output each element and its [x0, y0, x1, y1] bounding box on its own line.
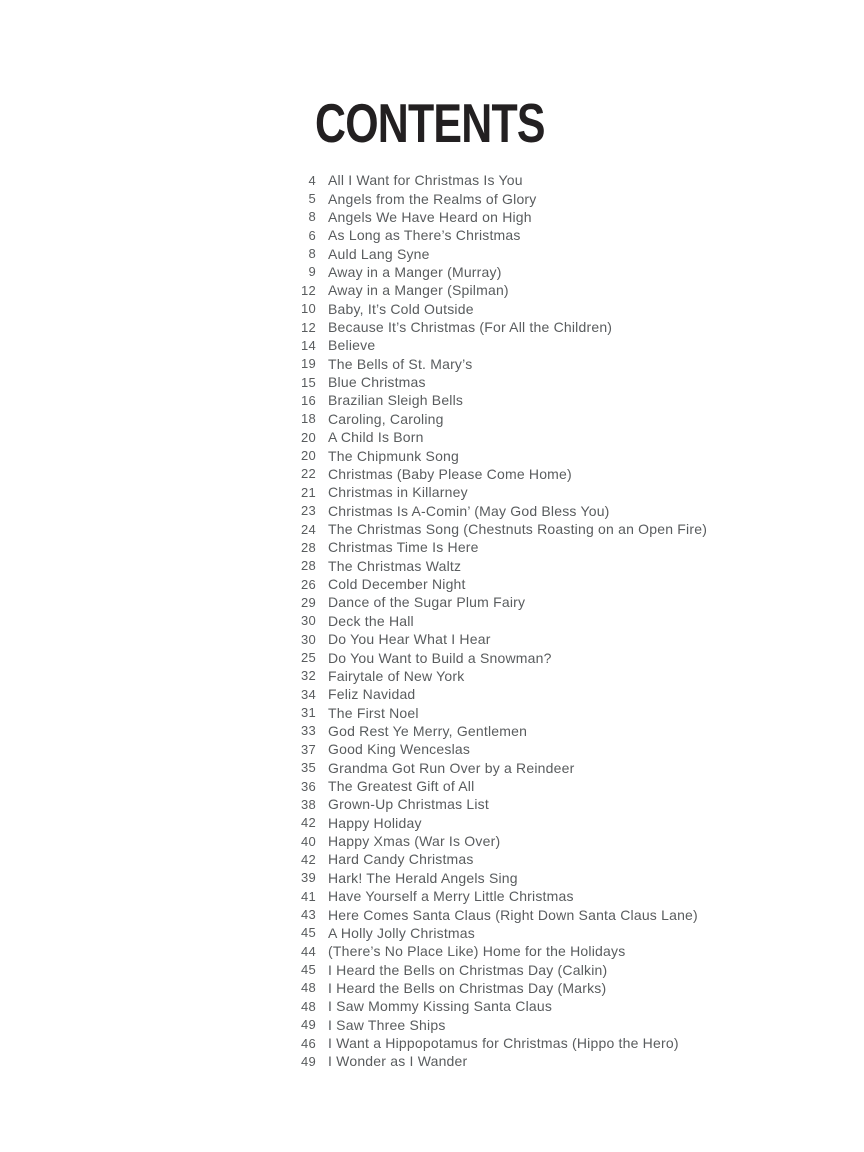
toc-entry-title: Cold December Night	[328, 576, 466, 593]
toc-entry	[0, 538, 707, 556]
toc-entry-page-number: 30	[300, 613, 316, 629]
toc-entry	[0, 942, 707, 960]
toc-entry-title: A Child Is Born	[328, 429, 424, 446]
toc-entry-page-number: 6	[308, 227, 316, 243]
toc-entry-title: Do You Hear What I Hear	[328, 631, 491, 648]
toc-entry-title: Christmas in Killarney	[328, 484, 468, 501]
toc-entry	[0, 373, 707, 391]
toc-entry	[0, 1034, 707, 1052]
toc-entry-page-number: 12	[300, 282, 316, 298]
toc-entry	[0, 208, 707, 226]
toc-entry	[0, 924, 707, 942]
toc-entry	[0, 263, 707, 281]
toc-entry-title: Fairytale of New York	[328, 667, 465, 684]
toc-entry-title: I Want a Hippopotamus for Christmas (Hippo the Hero)	[328, 1035, 679, 1052]
toc-entry-page-number: 21	[300, 484, 316, 500]
toc-entry	[0, 318, 707, 336]
toc-entry-page-number: 25	[300, 650, 316, 666]
toc-entry-title: As Long as There’s Christmas	[328, 227, 521, 244]
toc-entry-title: Auld Lang Syne	[328, 245, 430, 262]
toc-entry-page-number: 14	[300, 337, 316, 353]
toc-entry	[0, 759, 707, 777]
toc-entry-page-number: 45	[300, 962, 316, 978]
toc-entry-title: Feliz Navidad	[328, 686, 416, 703]
toc-entry	[0, 685, 707, 703]
toc-entry-title: The Bells of St. Mary’s	[328, 355, 473, 372]
toc-entry	[0, 960, 707, 978]
page-title: CONTENTS	[315, 92, 545, 154]
toc-entry-page-number: 10	[300, 301, 316, 317]
toc-entry-title: Caroling, Caroling	[328, 410, 444, 427]
toc-entry-title: A Holly Jolly Christmas	[328, 924, 475, 941]
toc-entry-page-number: 20	[300, 448, 316, 464]
toc-entry-page-number: 33	[300, 723, 316, 739]
toc-entry-title: The Christmas Song (Chestnuts Roasting on an Open Fire)	[328, 521, 708, 537]
toc-entry	[0, 336, 707, 354]
toc-entry-title: Away in a Manger (Spilman)	[328, 282, 509, 299]
toc-entry	[0, 446, 707, 464]
toc-entry-title: Hard Candy Christmas	[328, 851, 474, 868]
toc-entry-title: I Heard the Bells on Christmas Day (Marks)	[328, 979, 607, 996]
toc-entry-title: Christmas Is A-Comin’ (May God Bless You)	[328, 502, 610, 519]
toc-entry-page-number: 42	[300, 815, 316, 831]
toc-entry-page-number: 44	[300, 943, 316, 959]
toc-entry	[0, 226, 707, 244]
toc-entry-page-number: 37	[300, 741, 316, 757]
toc-entry-page-number: 23	[300, 503, 316, 519]
toc-entry-title: Happy Xmas (War Is Over)	[328, 833, 501, 850]
toc-entry-title: I Saw Mommy Kissing Santa Claus	[328, 998, 553, 1015]
toc-entry	[0, 740, 707, 758]
toc-entry-page-number: 46	[300, 1035, 316, 1051]
toc-entry	[0, 869, 707, 887]
toc-entry-page-number: 38	[300, 796, 316, 812]
toc-entry-page-number: 48	[300, 980, 316, 996]
toc-entry	[0, 814, 707, 832]
toc-entry	[0, 795, 707, 813]
toc-entry-page-number: 28	[300, 539, 316, 555]
toc-entry	[0, 850, 707, 868]
toc-entry-page-number: 29	[300, 594, 316, 610]
toc-entry	[0, 189, 707, 207]
toc-entry	[0, 832, 707, 850]
toc-entry	[0, 593, 707, 611]
toc-entry-page-number: 45	[300, 925, 316, 941]
toc-entry-title: Christmas (Baby Please Come Home)	[328, 465, 572, 482]
toc-entry-page-number: 35	[300, 760, 316, 776]
toc-entry-title: Grown-Up Christmas List	[328, 796, 489, 813]
toc-entry-page-number: 34	[300, 686, 316, 702]
toc-entry-page-number: 16	[300, 392, 316, 408]
toc-entry-title: All I Want for Christmas Is You	[328, 172, 523, 189]
toc-entry	[0, 520, 707, 538]
toc-entry	[0, 667, 707, 685]
toc-entry-page-number: 26	[300, 576, 316, 592]
toc-entry-page-number: 18	[300, 411, 316, 427]
toc-entry-page-number: 39	[300, 870, 316, 886]
toc-entry-title: Here Comes Santa Claus (Right Down Santa Claus Lane)	[328, 906, 698, 923]
toc-entry	[0, 905, 707, 923]
toc-entry	[0, 703, 707, 721]
toc-entry-title: Do You Want to Build a Snowman?	[328, 649, 552, 666]
toc-entry-title: Dance of the Sugar Plum Fairy	[328, 594, 526, 611]
toc-entry	[0, 483, 707, 501]
toc-entry-title: Angels from the Realms of Glory	[328, 190, 537, 207]
toc-list	[0, 171, 707, 1071]
toc-entry-title: The Christmas Waltz	[328, 557, 462, 574]
toc-entry-title: Because It’s Christmas (For All the Children)	[328, 319, 613, 336]
toc-entry-title: Angels We Have Heard on High	[328, 208, 532, 225]
toc-entry-title: The Greatest Gift of All	[328, 778, 475, 795]
toc-entry-title: (There’s No Place Like) Home for the Holidays	[328, 943, 626, 960]
toc-entry-title: I Heard the Bells on Christmas Day (Calkin)	[328, 961, 608, 978]
toc-entry-page-number: 4	[308, 172, 316, 188]
toc-entry-page-number: 8	[308, 246, 316, 262]
toc-entry	[0, 171, 707, 189]
toc-entry	[0, 428, 707, 446]
toc-entry	[0, 648, 707, 666]
toc-entry	[0, 244, 707, 262]
toc-entry-page-number: 49	[300, 1017, 316, 1033]
toc-entry-title: Christmas Time Is Here	[328, 539, 479, 556]
toc-entry-page-number: 20	[300, 429, 316, 445]
toc-entry-title: Happy Holiday	[328, 814, 422, 831]
toc-entry-page-number: 28	[300, 558, 316, 574]
toc-entry-title: I Saw Three Ships	[328, 1016, 446, 1033]
toc-entry-page-number: 24	[300, 521, 316, 537]
toc-entry-title: Deck the Hall	[328, 612, 414, 629]
toc-entry	[0, 465, 707, 483]
toc-entry-title: Baby, It’s Cold Outside	[328, 300, 474, 317]
toc-entry	[0, 612, 707, 630]
toc-entry-page-number: 48	[300, 998, 316, 1014]
toc-entry	[0, 630, 707, 648]
toc-entry-title: God Rest Ye Merry, Gentlemen	[328, 722, 528, 739]
toc-entry-page-number: 36	[300, 778, 316, 794]
toc-entry	[0, 979, 707, 997]
toc-entry-page-number: 41	[300, 888, 316, 904]
toc-entry-title: Hark! The Herald Angels Sing	[328, 869, 518, 886]
toc-entry-page-number: 12	[300, 319, 316, 335]
toc-entry-page-number: 30	[300, 631, 316, 647]
toc-entry-page-number: 22	[300, 466, 316, 482]
toc-entry-title: Away in a Manger (Murray)	[328, 263, 502, 280]
toc-entry	[0, 391, 707, 409]
toc-entry-page-number: 15	[300, 374, 316, 390]
toc-entry-page-number: 19	[300, 356, 316, 372]
toc-entry-title: The Chipmunk Song	[328, 447, 460, 464]
toc-entry-page-number: 40	[300, 833, 316, 849]
toc-entry-page-number: 9	[308, 264, 316, 280]
toc-entry-page-number: 5	[308, 191, 316, 207]
toc-entry-title: Good King Wenceslas	[328, 741, 471, 758]
toc-entry-page-number: 31	[300, 705, 316, 721]
toc-entry	[0, 501, 707, 519]
toc-entry-page-number: 49	[300, 1053, 316, 1069]
toc-entry-title: Brazilian Sleigh Bells	[328, 392, 464, 409]
toc-entry	[0, 1052, 707, 1070]
toc-entry-title: Grandma Got Run Over by a Reindeer	[328, 759, 575, 776]
toc-entry	[0, 355, 707, 373]
toc-entry-page-number: 42	[300, 851, 316, 867]
toc-entry	[0, 281, 707, 299]
toc-entry-title: Believe	[328, 337, 376, 354]
toc-entry	[0, 300, 707, 318]
toc-entry-title: Have Yourself a Merry Little Christmas	[328, 888, 574, 905]
toc-entry	[0, 887, 707, 905]
toc-entry-page-number: 43	[300, 907, 316, 923]
toc-entry-title: Blue Christmas	[328, 374, 426, 391]
toc-entry	[0, 997, 707, 1015]
toc-entry-page-number: 32	[300, 668, 316, 684]
toc-entry-title: The First Noel	[328, 704, 419, 721]
toc-entry-title: I Wonder as I Wander	[328, 1053, 468, 1070]
toc-entry-page-number: 8	[308, 209, 316, 225]
toc-entry	[0, 575, 707, 593]
toc-entry	[0, 1016, 707, 1034]
toc-entry	[0, 722, 707, 740]
toc-entry	[0, 777, 707, 795]
toc-entry	[0, 557, 707, 575]
toc-entry	[0, 410, 707, 428]
